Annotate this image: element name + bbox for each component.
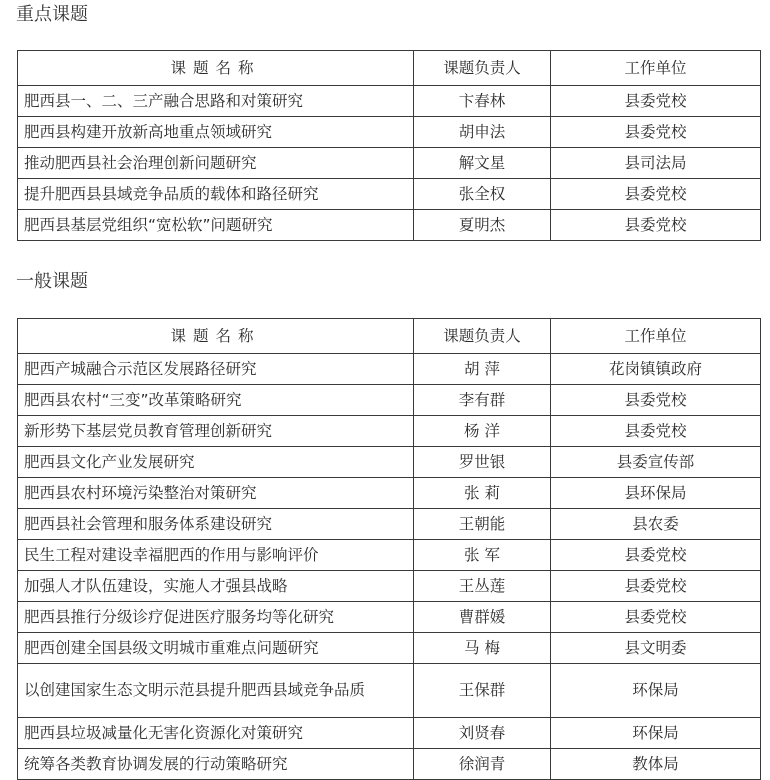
person-cell: 张 军	[414, 540, 551, 571]
table-row	[18, 416, 761, 447]
person-cell: 胡 萍	[414, 354, 551, 385]
person-cell: 卞春林	[414, 86, 551, 117]
table-row	[18, 179, 761, 210]
topic-name-cell: 民生工程对建设幸福肥西的作用与影响评价	[18, 540, 414, 571]
topic-name-cell: 肥西县农村环境污染整治对策研究	[18, 478, 414, 509]
unit-cell: 县委党校	[551, 602, 761, 633]
table-row	[18, 602, 761, 633]
topic-name-cell: 加强人才队伍建设，实施人才强县战略	[18, 571, 414, 602]
table-row	[18, 633, 761, 664]
table-row	[18, 571, 761, 602]
table-header-row	[18, 319, 761, 354]
table-row	[18, 509, 761, 540]
person-cell: 张全权	[414, 179, 551, 210]
person-cell: 夏明杰	[414, 210, 551, 241]
column-header-topic-name: 课题名称	[18, 319, 414, 354]
unit-cell: 县环保局	[551, 478, 761, 509]
column-header-person: 课题负责人	[414, 51, 551, 86]
topic-name-cell: 肥西县一、二、三产融合思路和对策研究	[18, 86, 414, 117]
unit-cell: 县委党校	[551, 571, 761, 602]
general-topics-heading: 一般课题	[16, 271, 88, 292]
unit-cell: 县委党校	[551, 86, 761, 117]
person-cell: 杨 洋	[414, 416, 551, 447]
topic-name-cell: 肥西县垃圾减量化无害化资源化对策研究	[18, 718, 414, 749]
table-row	[18, 210, 761, 241]
unit-cell: 县委党校	[551, 416, 761, 447]
person-cell: 王丛莲	[414, 571, 551, 602]
unit-cell: 花岗镇镇政府	[551, 354, 761, 385]
person-cell: 罗世银	[414, 447, 551, 478]
person-cell: 李有群	[414, 385, 551, 416]
unit-cell: 县委党校	[551, 117, 761, 148]
topic-name-cell: 肥西创建全国县级文明城市重难点问题研究	[18, 633, 414, 664]
person-cell: 马 梅	[414, 633, 551, 664]
topic-name-cell: 肥西县构建开放新高地重点领域研究	[18, 117, 414, 148]
key-topics-table	[17, 50, 761, 241]
unit-cell: 县农委	[551, 509, 761, 540]
topic-name-cell: 新形势下基层党员教育管理创新研究	[18, 416, 414, 447]
person-cell: 王保群	[414, 664, 551, 718]
key-topics-heading: 重点课题	[16, 4, 88, 25]
topic-name-cell: 肥西县文化产业发展研究	[18, 447, 414, 478]
table-row	[18, 354, 761, 385]
topic-name-cell: 肥西县农村“三变”改革策略研究	[18, 385, 414, 416]
column-header-topic-name: 课题名称	[18, 51, 414, 86]
table-row	[18, 478, 761, 509]
table-row	[18, 540, 761, 571]
unit-cell: 县委党校	[551, 540, 761, 571]
person-cell: 胡申法	[414, 117, 551, 148]
unit-cell: 县文明委	[551, 633, 761, 664]
table-row	[18, 117, 761, 148]
unit-cell: 县委党校	[551, 210, 761, 241]
unit-cell: 环保局	[551, 718, 761, 749]
topic-name-cell: 肥西县基层党组织“宽松软”问题研究	[18, 210, 414, 241]
unit-cell: 县委宣传部	[551, 447, 761, 478]
table-row	[18, 447, 761, 478]
person-cell: 张 莉	[414, 478, 551, 509]
general-topics-table	[17, 318, 761, 780]
topic-name-cell: 以创建国家生态文明示范县提升肥西县域竞争品质	[18, 664, 414, 718]
column-header-unit: 工作单位	[551, 51, 761, 86]
person-cell: 徐润青	[414, 749, 551, 780]
table-row	[18, 718, 761, 749]
topic-name-cell: 肥西县推行分级诊疗促进医疗服务均等化研究	[18, 602, 414, 633]
person-cell: 解文星	[414, 148, 551, 179]
person-cell: 王朝能	[414, 509, 551, 540]
table-row	[18, 664, 761, 718]
topic-name-cell: 统筹各类教育协调发展的行动策略研究	[18, 749, 414, 780]
table-row	[18, 86, 761, 117]
table-row	[18, 385, 761, 416]
table-header-row	[18, 51, 761, 86]
person-cell: 曹群媛	[414, 602, 551, 633]
column-header-unit: 工作单位	[551, 319, 761, 354]
topic-name-cell: 提升肥西县县域竞争品质的载体和路径研究	[18, 179, 414, 210]
unit-cell: 教体局	[551, 749, 761, 780]
unit-cell: 县委党校	[551, 385, 761, 416]
unit-cell: 县司法局	[551, 148, 761, 179]
person-cell: 刘贤春	[414, 718, 551, 749]
column-header-person: 课题负责人	[414, 319, 551, 354]
table-row	[18, 148, 761, 179]
unit-cell: 环保局	[551, 664, 761, 718]
topic-name-cell: 肥西县社会管理和服务体系建设研究	[18, 509, 414, 540]
unit-cell: 县委党校	[551, 179, 761, 210]
table-row	[18, 749, 761, 780]
topic-name-cell: 推动肥西县社会治理创新问题研究	[18, 148, 414, 179]
topic-name-cell: 肥西产城融合示范区发展路径研究	[18, 354, 414, 385]
